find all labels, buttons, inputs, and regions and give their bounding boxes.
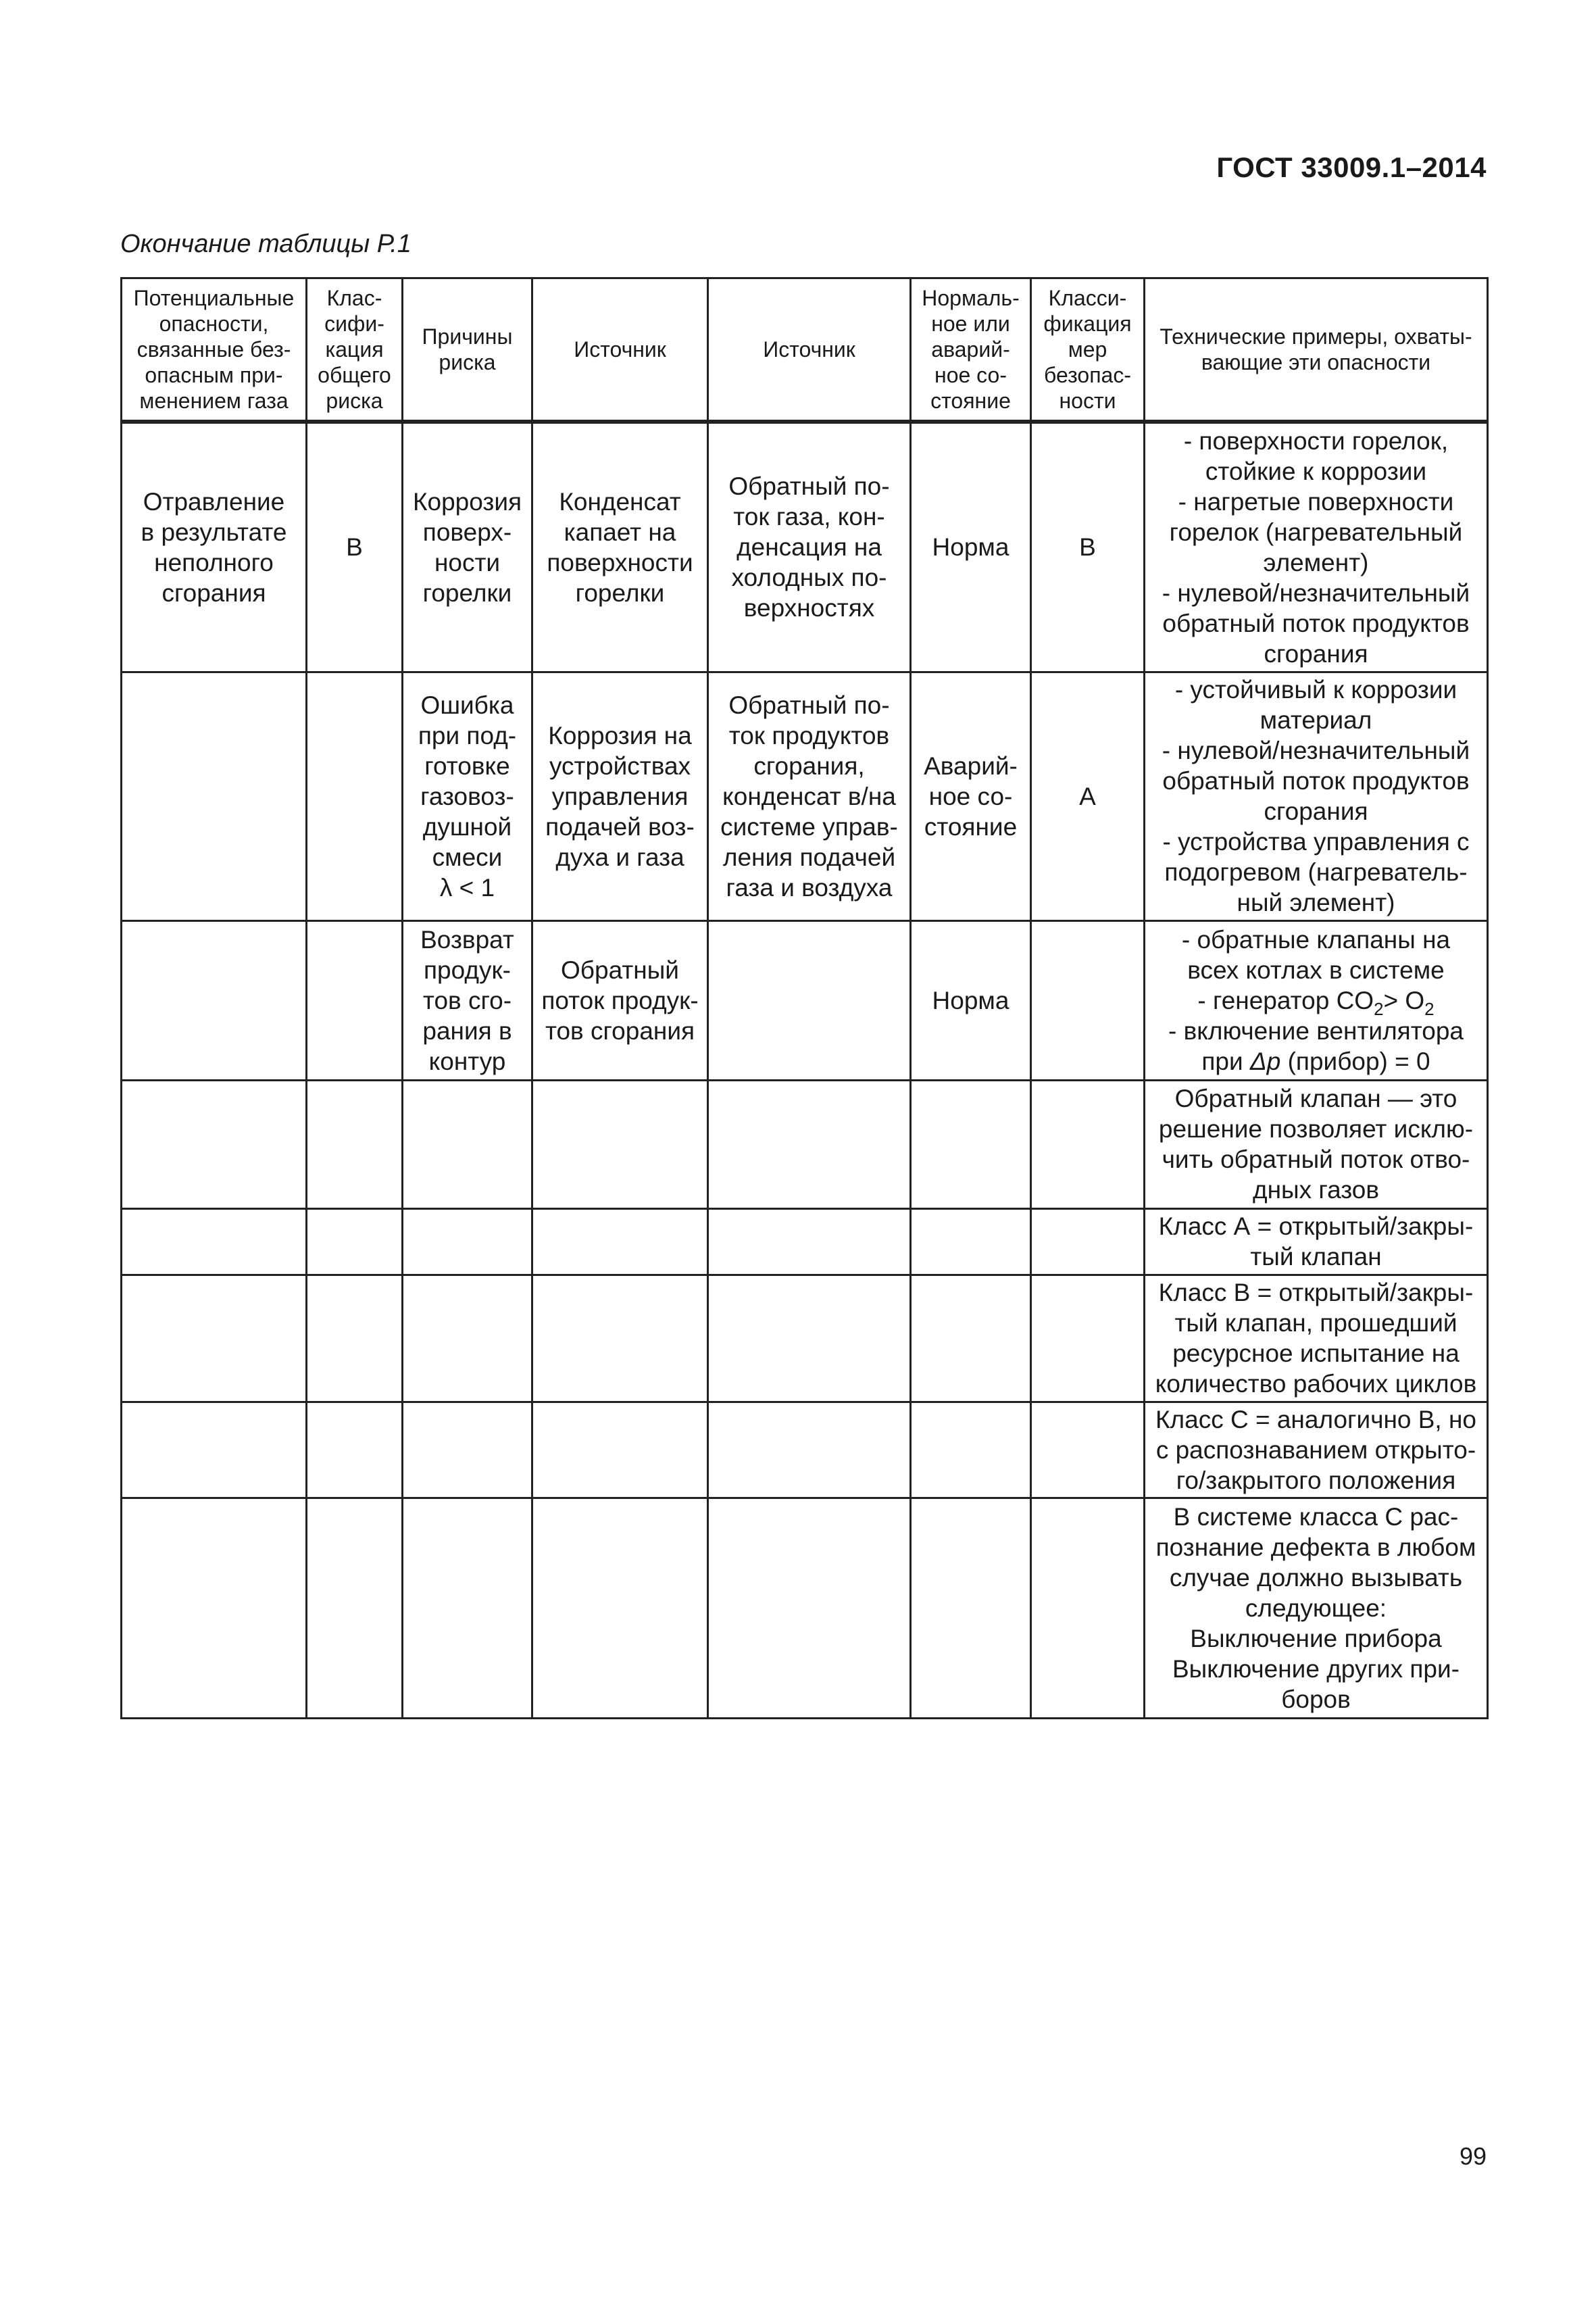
cell-line: Клас- <box>326 286 382 310</box>
cell-line: вающие эти опасности <box>1201 350 1431 374</box>
cell-line: элемент) <box>1263 548 1369 576</box>
cell-line: случае должно вызывать <box>1169 1563 1463 1592</box>
cell-line: сифи- <box>324 312 384 336</box>
table-caption: Окончание таблицы Р.1 <box>120 230 412 258</box>
table-row <box>122 1208 1488 1275</box>
cell-line: духа и газа <box>555 843 684 871</box>
cell-cause <box>403 920 532 1080</box>
table-row <box>122 1275 1488 1402</box>
cell-line: Обратный по- <box>728 472 890 501</box>
cell-source-2 <box>708 672 911 920</box>
cell-line: ности <box>1059 389 1116 413</box>
col-header-examples <box>1145 278 1488 422</box>
cell-line: ное со- <box>928 782 1013 810</box>
table-row <box>122 1080 1488 1208</box>
cell-line: в результате <box>141 518 287 546</box>
cell-examples <box>1145 1402 1488 1498</box>
cell-examples <box>1145 920 1488 1080</box>
cell-line: горелок (нагревательный <box>1169 518 1463 546</box>
cell-line: тый клапан <box>1250 1243 1382 1271</box>
cell-safety-class <box>1031 920 1145 1080</box>
cell-state: Норма <box>911 920 1031 1080</box>
cell-line: мер <box>1068 337 1107 362</box>
example-line-generator: - генератор $CO_2> O_2$ <box>1197 986 1435 1019</box>
cell-safety-class: A <box>1031 672 1145 920</box>
cell-line: Коррозия <box>412 487 522 516</box>
safety-table <box>120 277 1489 1719</box>
cell-line: - нулевой/незначительный <box>1162 737 1470 764</box>
cell-line: стояние <box>924 812 1018 841</box>
cell-line: Источник <box>763 337 855 362</box>
cell-line: денсация на <box>737 533 882 562</box>
cell-line: Обратный клапан — это <box>1174 1085 1457 1112</box>
example-line-dp: при Δp (прибор) = 0 <box>1201 1047 1430 1075</box>
document-code: ГОСТ 33009.1–2014 <box>1216 151 1487 183</box>
cell-line: неполного <box>154 548 274 576</box>
cell-line: связанные без- <box>136 337 291 362</box>
cell-line: ное со- <box>934 363 1007 387</box>
cell-line: Конденсат <box>559 487 681 516</box>
cell-risk-class <box>307 672 403 920</box>
cell-line: Выключение других при- <box>1172 1654 1460 1683</box>
cell-line: безопас- <box>1044 363 1131 387</box>
cell-line: ное или <box>931 312 1010 336</box>
cell-line: поток продук- <box>541 986 699 1014</box>
cell-line: с распознаванием открыто- <box>1155 1435 1476 1464</box>
cell-line: сгорания <box>1264 797 1368 825</box>
cell-line: подачей воз- <box>545 812 695 841</box>
cell-line: продук- <box>424 956 511 984</box>
cell-line: следующее: <box>1245 1594 1387 1622</box>
cell-examples <box>1145 1080 1488 1208</box>
cell-hazard <box>122 672 307 920</box>
cell-line: Выключение прибора <box>1190 1624 1442 1652</box>
table-row <box>122 1498 1488 1718</box>
cell-line: тов сго- <box>422 986 512 1014</box>
cell-source-2 <box>708 422 911 672</box>
cell-line: ления подачей <box>722 843 896 871</box>
cell-line: при под- <box>418 721 517 749</box>
cell-line: Причины <box>422 324 513 349</box>
cell-line: обратный поток продуктов <box>1162 767 1470 795</box>
cell-line: сгорания, <box>753 752 865 780</box>
cell-line: - нулевой/незначительный <box>1162 578 1470 607</box>
col-header-hazards <box>122 278 307 422</box>
cell-line: холодных по- <box>731 564 887 592</box>
cell-hazard <box>122 422 307 672</box>
cell-line: сгорания <box>1264 639 1368 668</box>
cell-line: смеси <box>432 843 503 871</box>
cell-line: - нагретые поверхности <box>1178 487 1454 516</box>
cell-cause <box>403 672 532 920</box>
cell-line: газа и воздуха <box>726 873 893 902</box>
cell-line: опасности, <box>159 312 269 336</box>
cell-line: управления <box>551 782 689 810</box>
cell-line: В системе класса С рас- <box>1173 1502 1459 1531</box>
col-header-state <box>911 278 1031 422</box>
cell-line: Возврат <box>420 925 514 954</box>
cell-line: дных газов <box>1252 1176 1380 1204</box>
cell-line: Аварий- <box>924 752 1018 780</box>
col-header-safety-class <box>1031 278 1145 422</box>
cell-line: боров <box>1281 1685 1351 1713</box>
cell-line: опасным при- <box>145 363 283 387</box>
cell-line: обратный поток продуктов <box>1162 609 1470 637</box>
cell-line: риска <box>326 389 383 413</box>
cell-line: поверх- <box>422 518 512 546</box>
cell-line: ток газа, кон- <box>733 503 885 531</box>
cell-line: газовоз- <box>420 782 514 810</box>
cell-line: λ < 1 <box>439 873 495 902</box>
cell-line: - поверхности горелок, <box>1183 426 1449 455</box>
cell-line: готовке <box>424 752 510 780</box>
cell-line: Обратный по- <box>728 691 890 719</box>
cell-line: ности <box>434 548 501 576</box>
cell-line: системе управ- <box>720 812 898 841</box>
example-line: - включение вентилятора <box>1168 1016 1464 1045</box>
cell-line: Класс А = открытый/закры- <box>1158 1212 1474 1240</box>
example-line: - обратные клапаны на <box>1181 925 1451 954</box>
cell-line: Источник <box>574 337 666 362</box>
cell-hazard <box>122 920 307 1080</box>
cell-line: ный элемент) <box>1237 889 1395 916</box>
cell-line: душной <box>422 812 512 841</box>
cell-line: общего <box>318 363 391 387</box>
cell-line: го/закрытого положения <box>1176 1466 1456 1494</box>
cell-line: подогревом (нагреватель- <box>1164 858 1468 886</box>
cell-line: устройствах <box>549 752 691 780</box>
cell-line: поверхности <box>547 548 693 576</box>
cell-line: Технические примеры, охваты- <box>1159 324 1472 349</box>
cell-risk-class: B <box>307 422 403 672</box>
cell-source-1 <box>532 920 708 1080</box>
cell-line: Обратный <box>561 956 679 984</box>
cell-examples <box>1145 672 1488 920</box>
cell-line: Ошибка <box>420 691 514 719</box>
cell-source-1 <box>532 672 708 920</box>
cell-line: решение позволяет исклю- <box>1158 1115 1474 1143</box>
cell-line: Потенциальные <box>133 286 295 310</box>
cell-line: ресурсное испытание на <box>1172 1339 1460 1367</box>
cell-line: Нормаль- <box>922 286 1020 310</box>
cell-line: Класси- <box>1048 286 1127 310</box>
cell-line: чить обратный поток отво- <box>1162 1146 1470 1173</box>
cell-line: стояние <box>930 389 1011 413</box>
cell-line: материал <box>1260 706 1372 734</box>
cell-line: контур <box>428 1047 506 1075</box>
cell-examples <box>1145 1275 1488 1402</box>
cell-line: количество рабочих циклов <box>1155 1370 1477 1398</box>
cell-line: Коррозия на <box>548 721 692 749</box>
cell-line: стойкие к коррозии <box>1205 457 1427 485</box>
cell-line: Класс В = открытый/закры- <box>1158 1279 1474 1306</box>
cell-line: Класс С = аналогично В, но <box>1155 1405 1477 1433</box>
cell-line: аварий- <box>931 337 1010 362</box>
cell-state: Норма <box>911 422 1031 672</box>
page-number: 99 <box>1459 2142 1487 2170</box>
cell-line: познание дефекта в любом <box>1155 1533 1476 1561</box>
col-header-source-1 <box>532 278 708 422</box>
cell-line: кация <box>325 337 384 362</box>
cell-examples <box>1145 1208 1488 1275</box>
cell-line: - устойчивый к коррозии <box>1174 676 1457 704</box>
cell-cause <box>403 422 532 672</box>
table-header-row <box>122 278 1488 422</box>
cell-risk-class <box>307 920 403 1080</box>
cell-line: тый клапан, прошедший <box>1174 1309 1457 1337</box>
cell-examples <box>1145 1498 1488 1718</box>
cell-source-2 <box>708 920 911 1080</box>
cell-line: рания в <box>422 1016 512 1045</box>
cell-line: горелки <box>575 578 665 607</box>
cell-line: ток продуктов <box>728 721 890 749</box>
cell-line: риска <box>439 350 496 374</box>
cell-line: менением газа <box>139 389 289 413</box>
cell-line: сгорания <box>161 578 266 607</box>
cell-state <box>911 672 1031 920</box>
cell-line: фикация <box>1043 312 1132 336</box>
cell-safety-class: B <box>1031 422 1145 672</box>
col-header-causes <box>403 278 532 422</box>
table-row <box>122 672 1488 920</box>
cell-line: - устройства управления с <box>1162 828 1470 856</box>
cell-line: капает на <box>564 518 676 546</box>
cell-line: горелки <box>422 578 512 607</box>
table-row <box>122 422 1488 672</box>
cell-source-1 <box>532 422 708 672</box>
cell-line: конденсат в/на <box>722 782 896 810</box>
table-row <box>122 920 1488 1080</box>
cell-line: верхностях <box>743 594 875 622</box>
cell-line: тов сгорания <box>545 1016 695 1045</box>
example-line: всех котлах в системе <box>1187 956 1445 984</box>
col-header-source-2 <box>708 278 911 422</box>
cell-examples <box>1145 422 1488 672</box>
col-header-risk-class <box>307 278 403 422</box>
table-row <box>122 1402 1488 1498</box>
cell-line: Отравление <box>143 487 285 516</box>
